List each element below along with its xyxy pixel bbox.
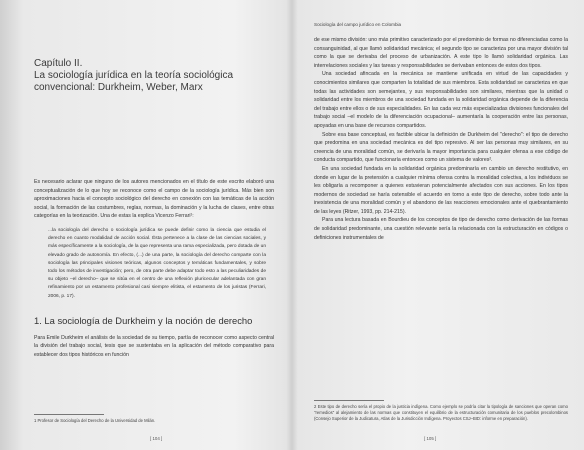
left-paragraph-1: Es necesario aclarar que ninguno de los autores mencionados en el título de este escrito elaboró una conceptualización de lo que hoy se reconoce como el campo de la sociología jurídica. Más bien son aproximaciones hacia el concepto sociológico del derecho en conexión con las temáticas de la acción social, la formación de las costumbres, reglas, normas, la dominación y la lucha de clases, entre otras categorías en la teorización. Una de estas la explica Vicenzo Ferrari¹: bbox=[34, 179, 274, 220]
section-heading: 1. La sociología de Durkheim y la noción de derecho bbox=[34, 314, 253, 326]
footnote-2: 2 Este tipo de derecho sería el propio de la justicia indígena. Como ejemplo se podría citar la tipología de sanciones que operan como "remedios" al alejamiento de las normas que constituyen el equilibrio de la estructuración comunitaria de los pueblos precolombinos (Consejo Superior de la Judicatura, Atlas de la Jurisdicción Indígena. Proyectos CSJ–BID: informe en preparación). bbox=[314, 404, 568, 422]
right-paragraph-5: Para una lectura basada en Bourdieu de los conceptos de tipo de derecho como derivación de las formas de solidaridad predominante, una cuestión relevante sería la relacionada con la estructuración en códigos o definiciones instrumentales de bbox=[314, 217, 568, 241]
right-paragraph-4: En una sociedad fundada en la solidaridad orgánica predominaría en cambio un derecho restitutivo, en donde en lugar de la pretensión a cualquier mínima ofensa contra la moralidad colectiva, a los individuos se les obligaría a recomponer a quienes estuvieran potencialmente afectados con sus acciones. En los tipos modernos de sociedad se haría ostensible el acuerdo en torno a este tipo de derecho, sobre todo ante la inexistencia de una moralidad común y el abandono de las reacciones emocionales ante el quebrantamiento de las leyes (Ritzer, 1993, pp. 214-215). bbox=[314, 165, 568, 215]
page-number-left: [ 104 ] bbox=[150, 436, 163, 441]
right-paragraph-2: Una sociedad afincada en la mecánica se mantiene unificada en virtud de las capacidades y conocimientos similares que comparten la totalidad de sus miembros. Esta solidaridad se caracteriza en que todas las actividades son semejantes, y sus responsabilidades son similares, mientras que la unidad o solidaridad entre los miembros de una sociedad fundada en la solidaridad orgánica depende de la diferencia del trabajo entre ellos o de sus especialidades. En las cada vez más especializadas divisiones funcionales del trabajo social –el modelo de la diferenciación ocupacional– aumentaría la cooperación entre las personas, apoyadas en una base de recursos compartidos. bbox=[314, 71, 568, 129]
chapter-spacer bbox=[34, 94, 274, 178]
page-number-right: [ 105 ] bbox=[424, 436, 437, 441]
chapter-label: Capítulo II. bbox=[34, 58, 83, 69]
left-footnote-area bbox=[34, 414, 274, 424]
footnote-rule-right bbox=[314, 400, 384, 401]
footnote-1: 1 Profesor de Sociología del Derecho de la Universidad de Milán. bbox=[34, 418, 156, 423]
right-paragraph-3: Sobre esa base conceptual, es factible ubicar la definición de Durkheim del "derecho": el tipo de derecho que predomina en una sociedad mecánica es del tipo represivo. Al ser las personas muy similares, en su creencia de una moralidad común, se derivaría la mayor importancia para cualquier ofensa a ese código de conducta compartido, que funcionaría entonces como un sistema de valores². bbox=[314, 131, 568, 164]
right-page bbox=[292, 0, 584, 450]
block-quote: ...la sociología del derecho o sociología jurídica se puede definir como la ciencia que estudia el derecho en cuanto modalidad de acción social. Ésta pertenece a la clase de las ciencias sociales, y más específicamente a la sociología, de la que representa una rama especializada, pero dotada de un elevado grado de autonomía. En efecto, (...) de una parte, la sociología del derecho comparte con la sociología las principales visiones teóricas, algunos conceptos y temáticas fundamentales, y sobre todo los métodos de investigación; pero, de otra parte debe adaptar todo esto a las peculiaridades de su objeto –el derecho– que se sitúa en el centro de una reflexión pluricecular adelantada con gran refinamiento por un estamento profesional casi siempre elitista, el estamento de los juristas (Ferrari, 2006, p. 17). bbox=[48, 227, 266, 299]
right-paragraph-1: de ese mismo división: uno más primitivo caracterizado por el predominio de formas no diferenciadas como la consanguinidad, al que llamó solidaridad mecánica; el segundo tipo se caracteriza por una mayor división tal como la que se derivaba del proceso de urbanización. A este tipo lo llamó solidaridad orgánica. Las interrelaciones sociales y las tareas y responsabilidades se derivaban entonces de estos dos tipos. bbox=[314, 37, 568, 69]
right-footnote-area bbox=[314, 400, 568, 423]
footnote-rule bbox=[34, 414, 104, 415]
left-paragraph-2: Para Emile Durkheim el análisis de la sociedad de su tiempo, partía de reconocer como aspecto central la división del trabajo social, tesis que se sustentaba en la aplicación del método comparativo para establecer dos tipos históricos en función bbox=[34, 334, 274, 358]
running-head: Sociología del campo jurídico en Colombia bbox=[314, 22, 402, 27]
chapter-title: La sociología jurídica en la teoría sociológica convencional: Durkheim, Weber, Marx bbox=[34, 70, 234, 93]
